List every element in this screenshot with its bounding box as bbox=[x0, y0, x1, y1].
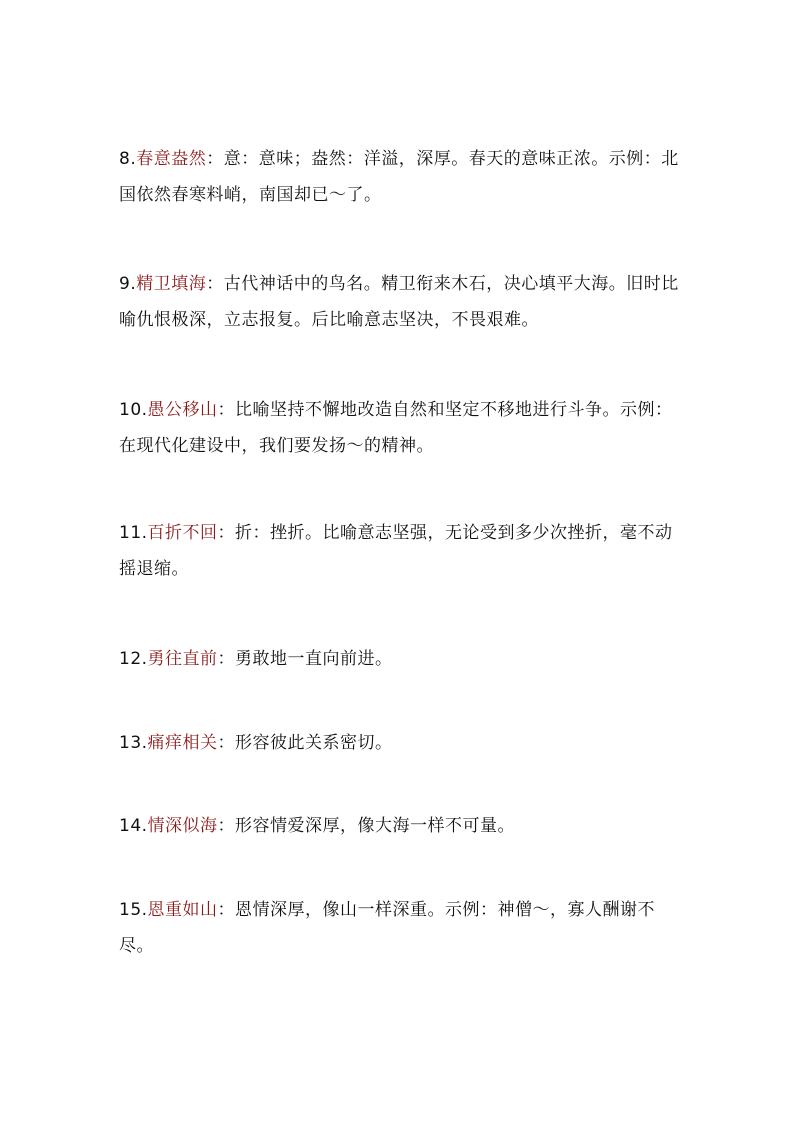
idiom-term: 精卫填海 bbox=[136, 274, 207, 294]
idiom-term: 痛痒相关 bbox=[147, 733, 218, 753]
entry-number: 8. bbox=[119, 149, 137, 169]
idiom-definition: ：折：挫折。比喻意志坚强，无论受到多少次挫折，毫不动摇退缩。 bbox=[119, 523, 673, 579]
idiom-definition: ：形容情爱深厚，像大海一样不可量。 bbox=[217, 816, 516, 836]
entry-8 bbox=[119, 141, 679, 213]
idiom-term: 愚公移山 bbox=[147, 400, 218, 420]
idiom-term: 勇往直前 bbox=[147, 649, 218, 669]
entry-number: 14. bbox=[119, 816, 148, 836]
entry-12 bbox=[119, 641, 679, 677]
idiom-term: 情深似海 bbox=[147, 816, 218, 836]
idiom-definition: ：勇敢地一直向前进。 bbox=[217, 649, 393, 669]
idiom-term: 恩重如山 bbox=[147, 900, 218, 920]
idiom-definition: ：比喻坚持不懈地改造自然和坚定不移地进行斗争。示例：在现代化建设中，我们要发扬～的精神。 bbox=[119, 400, 673, 456]
entry-13 bbox=[119, 725, 679, 761]
entry-number: 10. bbox=[119, 400, 148, 420]
idiom-definition: ：形容彼此关系密切。 bbox=[217, 733, 393, 753]
entry-number: 12. bbox=[119, 649, 148, 669]
entry-number: 15. bbox=[119, 900, 148, 920]
entry-15 bbox=[119, 892, 679, 964]
entry-11 bbox=[119, 515, 679, 587]
entry-number: 11. bbox=[119, 523, 148, 543]
entry-14 bbox=[119, 808, 679, 844]
entry-number: 13. bbox=[119, 733, 148, 753]
idiom-definition: ：意：意味；盎然：洋溢，深厚。春天的意味正浓。示例：北国依然春寒料峭，南国却已～了。 bbox=[119, 149, 679, 205]
idiom-definition: ：古代神话中的鸟名。精卫衔来木石，决心填平大海。旧时比喻仇恨极深，立志报复。后比喻意志坚决，不畏艰难。 bbox=[119, 274, 679, 330]
entry-10 bbox=[119, 392, 679, 464]
idiom-term: 百折不回 bbox=[147, 523, 218, 543]
entry-number: 9. bbox=[119, 274, 137, 294]
idiom-term: 春意盎然 bbox=[136, 149, 207, 169]
idiom-definition: ：恩情深厚，像山一样深重。示例：神僧～，寡人酬谢不尽。 bbox=[119, 900, 656, 956]
entry-9 bbox=[119, 266, 679, 338]
